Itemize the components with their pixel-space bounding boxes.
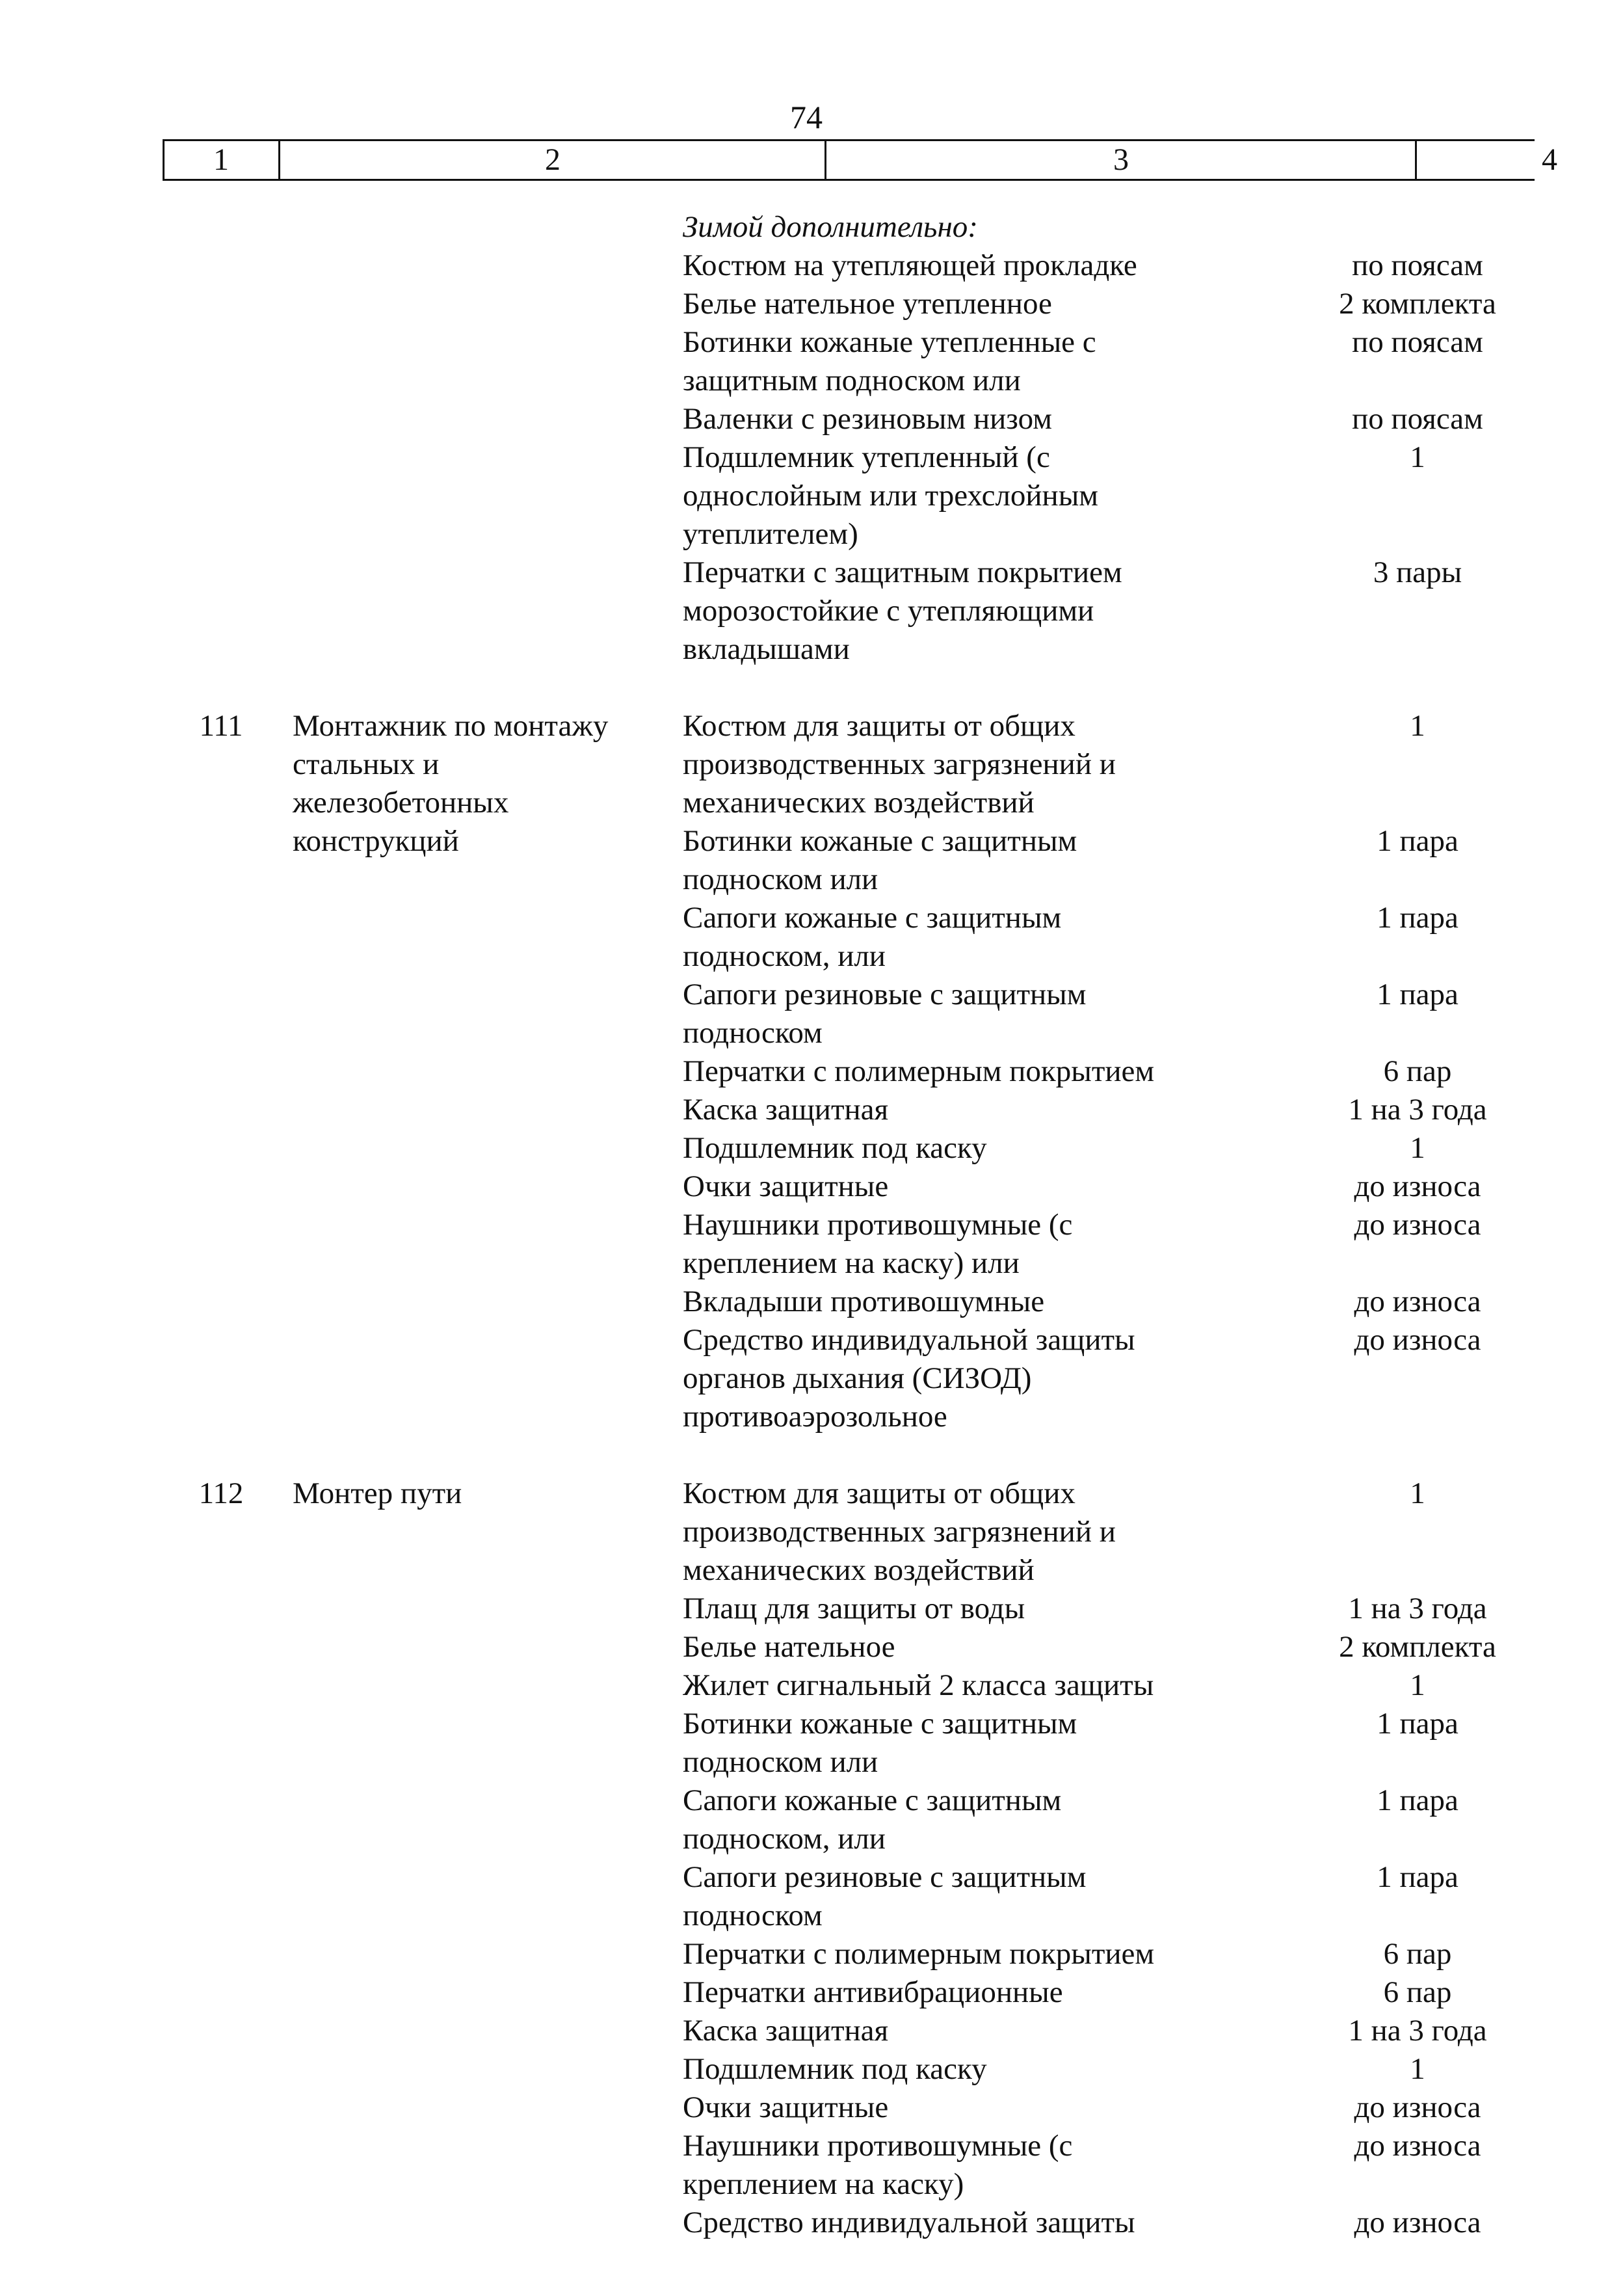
item-name: Очки защитные [683, 1169, 889, 1203]
item-norm: 1 [1410, 1476, 1425, 1510]
header-col-1: 1 [213, 142, 229, 177]
list-item [0, 438, 1623, 554]
item-name: Каска защитная [683, 1093, 889, 1127]
header-col-2: 2 [545, 142, 561, 177]
item-name: Валенки с резиновым низом [683, 402, 1052, 436]
item-norm: 1 пара [1377, 978, 1458, 1011]
list-item [0, 707, 1623, 822]
list-item [0, 1475, 1623, 1590]
list-item [0, 2089, 1623, 2127]
list-item [0, 976, 1623, 1052]
item-name: Очки защитные [683, 2090, 889, 2124]
item-name: Костюм для защиты от общих производственных загрязнений и механических воздействий [683, 709, 1116, 820]
item-norm: 6 пар [1383, 1054, 1452, 1088]
item-norm: по поясам [1352, 248, 1483, 282]
list-item [0, 1321, 1623, 1436]
item-name: Средство индивидуальной защиты органов дыхания (СИЗОД) противоаэрозольное [683, 1323, 1135, 1434]
winter-note: Зимой дополнительно: [683, 210, 978, 244]
item-norm: 6 пар [1383, 1937, 1452, 1971]
item-name: Каска защитная [683, 2014, 889, 2048]
item-name: Перчатки с защитным покрытием морозостойкие с утепляющими вкладышами [683, 555, 1122, 666]
item-name: Жилет сигнальный 2 класса защиты [683, 1668, 1154, 1702]
item-name: Сапоги кожаные с защитным подноском, или [683, 901, 1062, 973]
item-name: Костюм на утепляющей прокладке [683, 248, 1137, 282]
item-name: Перчатки с полимерным покрытием [683, 1054, 1155, 1088]
item-norm: 3 пары [1373, 555, 1462, 589]
item-norm: до износа [1354, 1285, 1481, 1318]
item-norm: 1 пара [1377, 1783, 1458, 1817]
item-norm: 1 на 3 года [1348, 1592, 1487, 1625]
list-item [0, 1052, 1623, 1091]
table-header [163, 139, 1557, 181]
list-item [0, 1628, 1623, 1666]
list-item [0, 1666, 1623, 1705]
item-norm: до износа [1354, 1169, 1481, 1203]
item-name: Подшлемник под каску [683, 1131, 987, 1165]
item-name: Костюм для защиты от общих производственных загрязнений и механических воздействий [683, 1476, 1116, 1587]
list-item [0, 1590, 1623, 1628]
item-norm: 1 пара [1377, 824, 1458, 858]
entry-number: 111 [199, 709, 243, 743]
item-name: Средство индивидуальной защиты [683, 2206, 1135, 2239]
list-item [0, 822, 1623, 899]
list-item [0, 2127, 1623, 2204]
item-name: Плащ для защиты от воды [683, 1592, 1025, 1625]
entry-items-list [0, 707, 1623, 1436]
item-name: Перчатки антивибрационные [683, 1975, 1063, 2009]
item-norm: 1 [1410, 1131, 1425, 1165]
item-norm: 2 комплекта [1339, 1630, 1496, 1664]
item-norm: по поясам [1352, 325, 1483, 359]
header-col-4: 4 [1542, 142, 1557, 177]
list-item [0, 2012, 1623, 2050]
item-norm: 2 комплекта [1339, 287, 1496, 321]
list-item [0, 2050, 1623, 2089]
item-norm: до износа [1354, 2206, 1481, 2239]
entry-111 [0, 707, 1623, 1436]
list-item [0, 1858, 1623, 1935]
list-item [0, 323, 1623, 400]
item-norm: по поясам [1352, 402, 1483, 436]
item-name: Сапоги кожаные с защитным подноском, или [683, 1783, 1062, 1856]
list-item [0, 1705, 1623, 1782]
item-name: Наушники противошумные (с креплением на каску) [683, 2129, 1073, 2201]
entry-profession: Монтер пути [293, 1476, 462, 1510]
entry-profession: Монтажник по монтажу стальных и железобетонных конструкций [293, 709, 609, 858]
list-item [0, 554, 1623, 669]
item-norm: 1 пара [1377, 901, 1458, 935]
item-name: Ботинки кожаные с защитным подноском или [683, 1707, 1077, 1779]
item-name: Наушники противошумные (с креплением на каску) или [683, 1208, 1073, 1280]
entry-number: 112 [198, 1476, 244, 1510]
table-body [0, 208, 1623, 2242]
item-name: Ботинки кожаные утепленные с защитным подноском или [683, 325, 1096, 397]
page-number: 74 [790, 99, 823, 135]
item-norm: 1 пара [1377, 1860, 1458, 1894]
header-col-3: 3 [1113, 142, 1129, 177]
item-norm: до износа [1354, 1208, 1481, 1242]
list-item [0, 1935, 1623, 1973]
entry-items-list [0, 1475, 1623, 2242]
spacer [0, 669, 1623, 707]
item-norm: до износа [1354, 1323, 1481, 1357]
item-name: Белье нательное [683, 1630, 895, 1664]
entry-112 [0, 1475, 1623, 2242]
list-item [0, 1129, 1623, 1168]
winter-items-list [0, 247, 1623, 669]
item-norm: 1 [1410, 709, 1425, 743]
list-item [0, 899, 1623, 976]
list-item [0, 285, 1623, 323]
spacer [0, 1436, 1623, 1475]
list-item [0, 1206, 1623, 1283]
item-name: Перчатки с полимерным покрытием [683, 1937, 1155, 1971]
list-item [0, 1973, 1623, 2012]
list-item [0, 247, 1623, 285]
list-item [0, 1283, 1623, 1321]
list-item [0, 400, 1623, 438]
item-name: Вкладыши противошумные [683, 1285, 1045, 1318]
item-norm: 1 [1410, 440, 1425, 474]
item-name: Ботинки кожаные с защитным подноском или [683, 824, 1077, 896]
item-name: Сапоги резиновые с защитным подноском [683, 978, 1087, 1050]
item-norm: 6 пар [1383, 1975, 1452, 2009]
item-norm: 1 на 3 года [1348, 2014, 1487, 2048]
item-name: Подшлемник утепленный (с однослойным или трехслойным утеплителем) [683, 440, 1099, 551]
list-item [0, 1782, 1623, 1858]
list-item [0, 2204, 1623, 2242]
list-item [0, 1168, 1623, 1206]
item-norm: до износа [1354, 2090, 1481, 2124]
list-item [0, 1091, 1623, 1129]
item-norm: 1 на 3 года [1348, 1093, 1487, 1127]
item-name: Подшлемник под каску [683, 2052, 987, 2086]
item-norm: 1 пара [1377, 1707, 1458, 1741]
item-name: Белье нательное утепленное [683, 287, 1052, 321]
item-norm: до износа [1354, 2129, 1481, 2163]
item-name: Сапоги резиновые с защитным подноском [683, 1860, 1087, 1932]
winter-section [0, 208, 1623, 669]
item-norm: 1 [1410, 2052, 1425, 2086]
item-norm: 1 [1410, 1668, 1425, 1702]
